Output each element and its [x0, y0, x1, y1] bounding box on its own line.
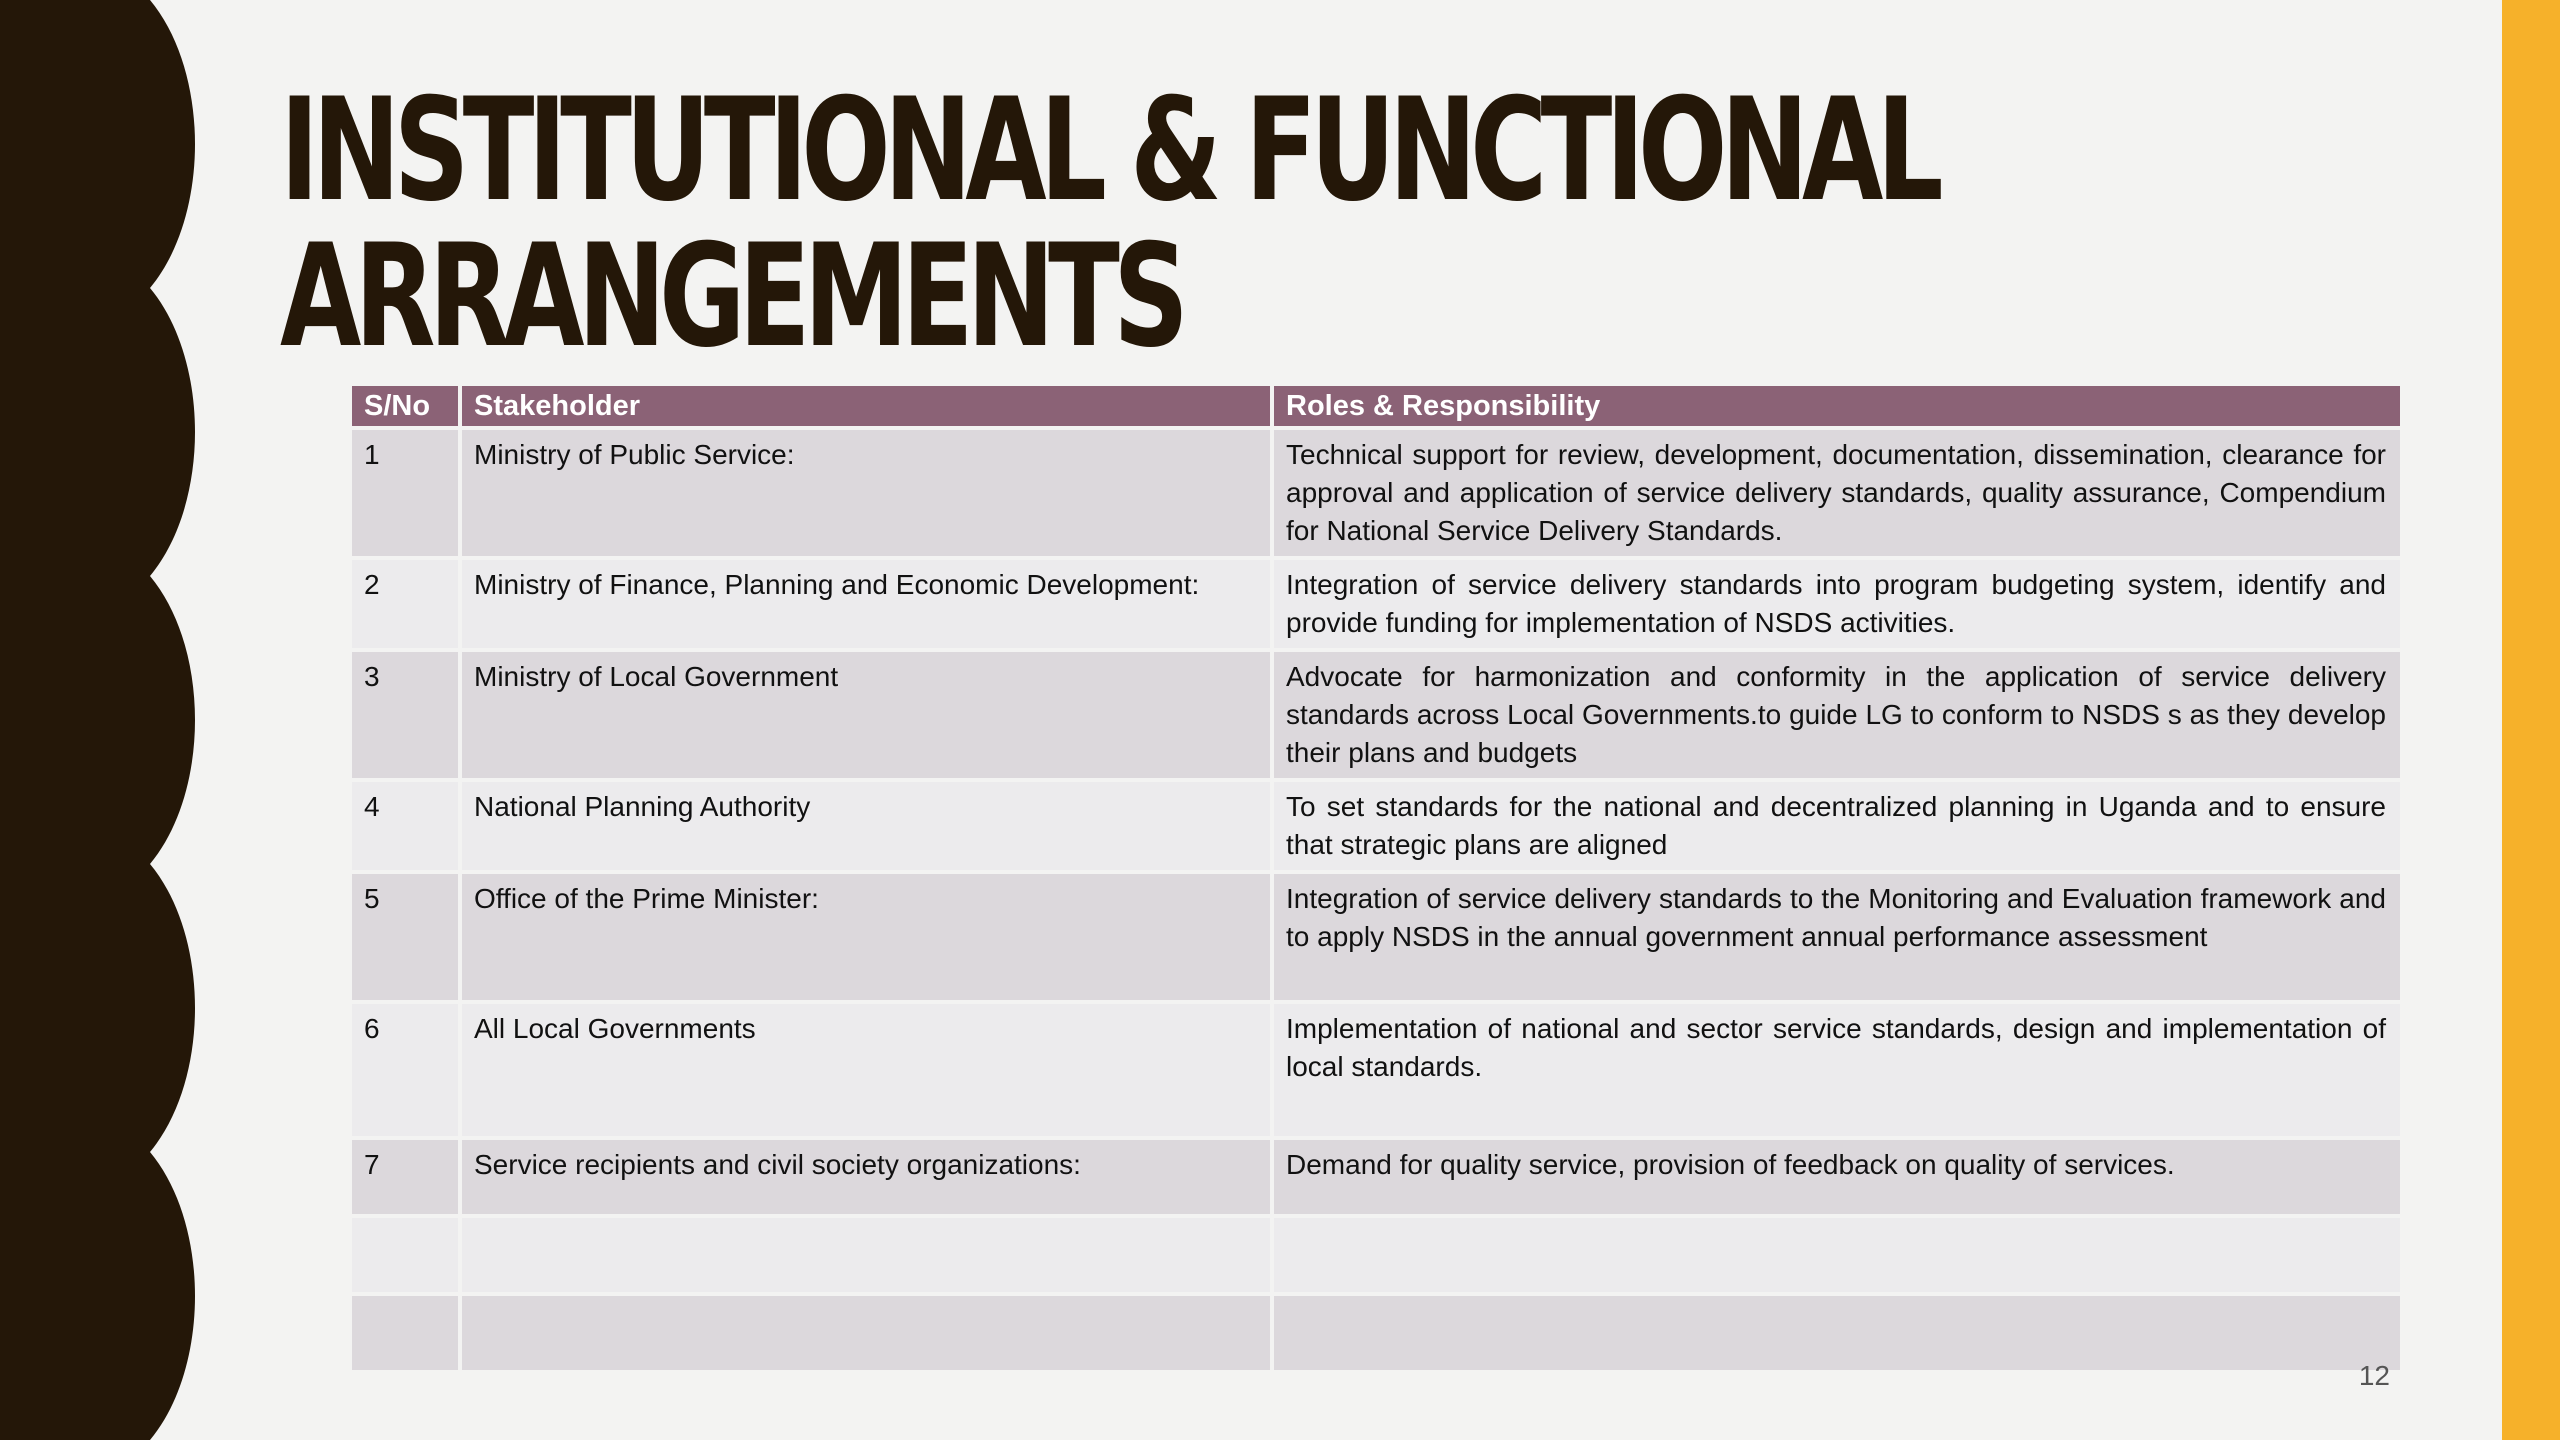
column-header-sno: S/No [352, 386, 460, 428]
cell-stakeholder: Office of the Prime Minister: [460, 872, 1272, 1002]
table-row-empty [352, 1216, 2400, 1294]
cell-sno: 1 [352, 428, 460, 558]
table-header [352, 386, 2400, 428]
table-row [352, 1138, 2400, 1216]
table-row [352, 872, 2400, 1002]
cell-stakeholder: All Local Governments [460, 1002, 1272, 1138]
table-header-row [352, 386, 2400, 428]
decorative-wave-band [0, 0, 200, 1440]
cell-roles [1272, 1216, 2400, 1294]
cell-stakeholder [460, 1216, 1272, 1294]
cell-sno: 3 [352, 650, 460, 780]
slide-title-line-1: INSTITUTIONAL & FUNCTIONAL [280, 68, 1937, 233]
cell-stakeholder: Ministry of Public Service: [460, 428, 1272, 558]
cell-roles: Advocate for harmonization and conformity in the application of service delivery standards across Local Governments.to guide LG to conform to NSDS s as they develop their plans and budgets [1272, 650, 2400, 780]
cell-sno: 2 [352, 558, 460, 650]
table-row [352, 780, 2400, 872]
page-number: 12 [2358, 1360, 2390, 1391]
cell-sno: 7 [352, 1138, 460, 1216]
cell-stakeholder: Ministry of Finance, Planning and Economic Development: [460, 558, 1272, 650]
cell-stakeholder: Ministry of Local Government [460, 650, 1272, 780]
cell-sno: 4 [352, 780, 460, 872]
cell-sno: 6 [352, 1002, 460, 1138]
table-row [352, 1002, 2400, 1138]
table-row [352, 650, 2400, 780]
cell-sno [352, 1294, 460, 1372]
cell-roles [1272, 1294, 2400, 1372]
stakeholder-roles-table [352, 386, 2400, 1374]
cell-roles: To set standards for the national and decentralized planning in Uganda and to ensure that strategic plans are aligned [1272, 780, 2400, 872]
column-header-roles: Roles & Responsibility [1272, 386, 2400, 428]
cell-stakeholder [460, 1294, 1272, 1372]
accent-band [2502, 0, 2560, 1440]
table-row [352, 428, 2400, 558]
cell-stakeholder: National Planning Authority [460, 780, 1272, 872]
cell-roles: Demand for quality service, provision of feedback on quality of services. [1272, 1138, 2400, 1216]
table-body [352, 428, 2400, 1372]
cell-roles: Integration of service delivery standards to the Monitoring and Evaluation framework and to apply NSDS in the annual government annual performance assessment [1272, 872, 2400, 1002]
cell-roles: Technical support for review, development, documentation, dissemination, clearance for approval and application of service delivery standards, quality assurance, Compendium for National Service Delivery Standards. [1272, 428, 2400, 558]
slide-title [280, 68, 1937, 379]
table-row [352, 558, 2400, 650]
cell-sno: 5 [352, 872, 460, 1002]
cell-roles: Integration of service delivery standards into program budgeting system, identify and provide funding for implementation of NSDS activities. [1272, 558, 2400, 650]
cell-stakeholder: Service recipients and civil society organizations: [460, 1138, 1272, 1216]
table-row-empty [352, 1294, 2400, 1372]
cell-sno [352, 1216, 460, 1294]
cell-roles: Implementation of national and sector service standards, design and implementation of local standards. [1272, 1002, 2400, 1138]
column-header-stakeholder: Stakeholder [460, 386, 1272, 428]
slide-title-line-2: ARRANGEMENTS [280, 214, 1183, 379]
